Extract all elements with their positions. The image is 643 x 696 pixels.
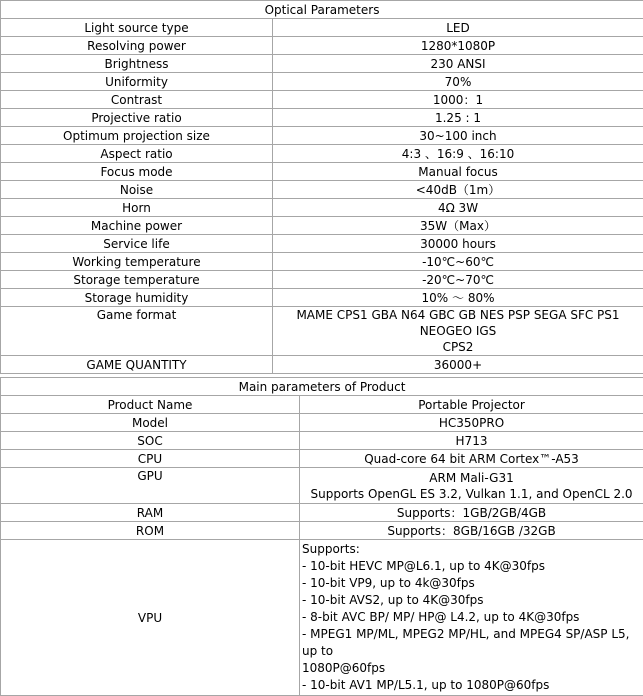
row-label: Horn (1, 199, 273, 217)
vpu-line: - 10-bit AVS2, up to 4K@30fps (302, 592, 641, 609)
table-row (1, 73, 643, 91)
row-label: Projective ratio (1, 109, 273, 127)
row-label: Storage humidity (1, 289, 273, 307)
table-row (1, 432, 643, 450)
row-label: Focus mode (1, 163, 273, 181)
table-row (1, 217, 643, 235)
row-value: -10℃~60℃ (273, 253, 643, 271)
row-value: 4:3 、16:9 、16:10 (273, 145, 643, 163)
table-row (1, 522, 643, 540)
row-value: 4Ω 3W (273, 199, 643, 217)
row-label: Machine power (1, 217, 273, 235)
row-value: <40dB（1m） (273, 181, 643, 199)
row-label: CPU (1, 450, 300, 468)
row-value: Portable Projector (300, 396, 643, 414)
table-row (1, 356, 643, 374)
row-value: 1.25 : 1 (273, 109, 643, 127)
row-value (300, 540, 643, 696)
table-row (1, 396, 643, 414)
row-value: 10% ～ 80% (273, 289, 643, 307)
row-value: 70% (273, 73, 643, 91)
row-value: 1280*1080P (273, 37, 643, 55)
row-label: ROM (1, 522, 300, 540)
row-label: Light source type (1, 19, 273, 37)
row-value: Supports：8GB/16GB /32GB (300, 522, 643, 540)
table-row (1, 127, 643, 145)
table-row (1, 19, 643, 37)
row-label: GPU (1, 468, 300, 504)
table-row (1, 235, 643, 253)
vpu-line: - MPEG1 MP/ML, MPEG2 MP/HL, and MPEG4 SP/ASP L5, up to (302, 626, 641, 660)
row-label: Storage temperature (1, 271, 273, 289)
table-row (1, 109, 643, 127)
row-label: RAM (1, 504, 300, 522)
game-format-line-2: CPS2 (275, 339, 641, 355)
vpu-line: - 10-bit HEVC MP@L6.1, up to 4K@30fps (302, 558, 641, 575)
table-row (1, 199, 643, 217)
row-value (300, 468, 643, 504)
row-label: Uniformity (1, 73, 273, 91)
row-value (273, 307, 643, 356)
vpu-line: - 8-bit AVC BP/ MP/ HP@ L4.2, up to 4K@30fps (302, 609, 641, 626)
table-row (1, 253, 643, 271)
table-row (1, 55, 643, 73)
table-row (1, 504, 643, 522)
row-label: GAME QUANTITY (1, 356, 273, 374)
row-value: Manual focus (273, 163, 643, 181)
row-value: 36000+ (273, 356, 643, 374)
vpu-line: - 10-bit AV1 MP/L5.1, up to 1080P@60fps (302, 677, 641, 694)
row-label: Working temperature (1, 253, 273, 271)
row-value: 35W（Max） (273, 217, 643, 235)
table-row (1, 414, 643, 432)
table-row (1, 145, 643, 163)
row-value: 230 ANSI (273, 55, 643, 73)
gpu-line-1: ARM Mali-G31 (302, 470, 641, 486)
row-label: Optimum projection size (1, 127, 273, 145)
table-row (1, 540, 643, 696)
main-parameters-table (0, 377, 643, 696)
table-row (1, 468, 643, 504)
optical-parameters-title: Optical Parameters (1, 1, 643, 19)
row-value: H713 (300, 432, 643, 450)
table-row (1, 163, 643, 181)
table-row (1, 289, 643, 307)
table-row (1, 37, 643, 55)
row-label: VPU (1, 540, 300, 696)
row-label: Service life (1, 235, 273, 253)
row-label: SOC (1, 432, 300, 450)
vpu-line: 1080P@60fps (302, 660, 641, 677)
row-label: Resolving power (1, 37, 273, 55)
row-value: LED (273, 19, 643, 37)
row-value: 30~100 inch (273, 127, 643, 145)
vpu-line: Supports: (302, 541, 641, 558)
row-value: 30000 hours (273, 235, 643, 253)
vpu-line: - 10-bit VP9, up to 4k@30fps (302, 575, 641, 592)
row-value: HC350PRO (300, 414, 643, 432)
table-row (1, 91, 643, 109)
main-parameters-title: Main parameters of Product (1, 378, 643, 396)
row-label: Noise (1, 181, 273, 199)
row-value: 1000：1 (273, 91, 643, 109)
table-row (1, 307, 643, 356)
row-label: Brightness (1, 55, 273, 73)
row-value: Supports：1GB/2GB/4GB (300, 504, 643, 522)
table-row (1, 450, 643, 468)
gpu-line-2: Supports OpenGL ES 3.2, Vulkan 1.1, and OpenCL 2.0 (302, 486, 641, 502)
row-label: Contrast (1, 91, 273, 109)
row-label: Game format (1, 307, 273, 356)
row-label: Model (1, 414, 300, 432)
row-value: Quad-core 64 bit ARM Cortex™-A53 (300, 450, 643, 468)
row-value: -20℃~70℃ (273, 271, 643, 289)
row-label: Product Name (1, 396, 300, 414)
game-format-line-1: MAME CPS1 GBA N64 GBC GB NES PSP SEGA SFC PS1 NEOGEO IGS (275, 307, 641, 339)
row-label: Aspect ratio (1, 145, 273, 163)
table-row (1, 271, 643, 289)
table-row (1, 181, 643, 199)
